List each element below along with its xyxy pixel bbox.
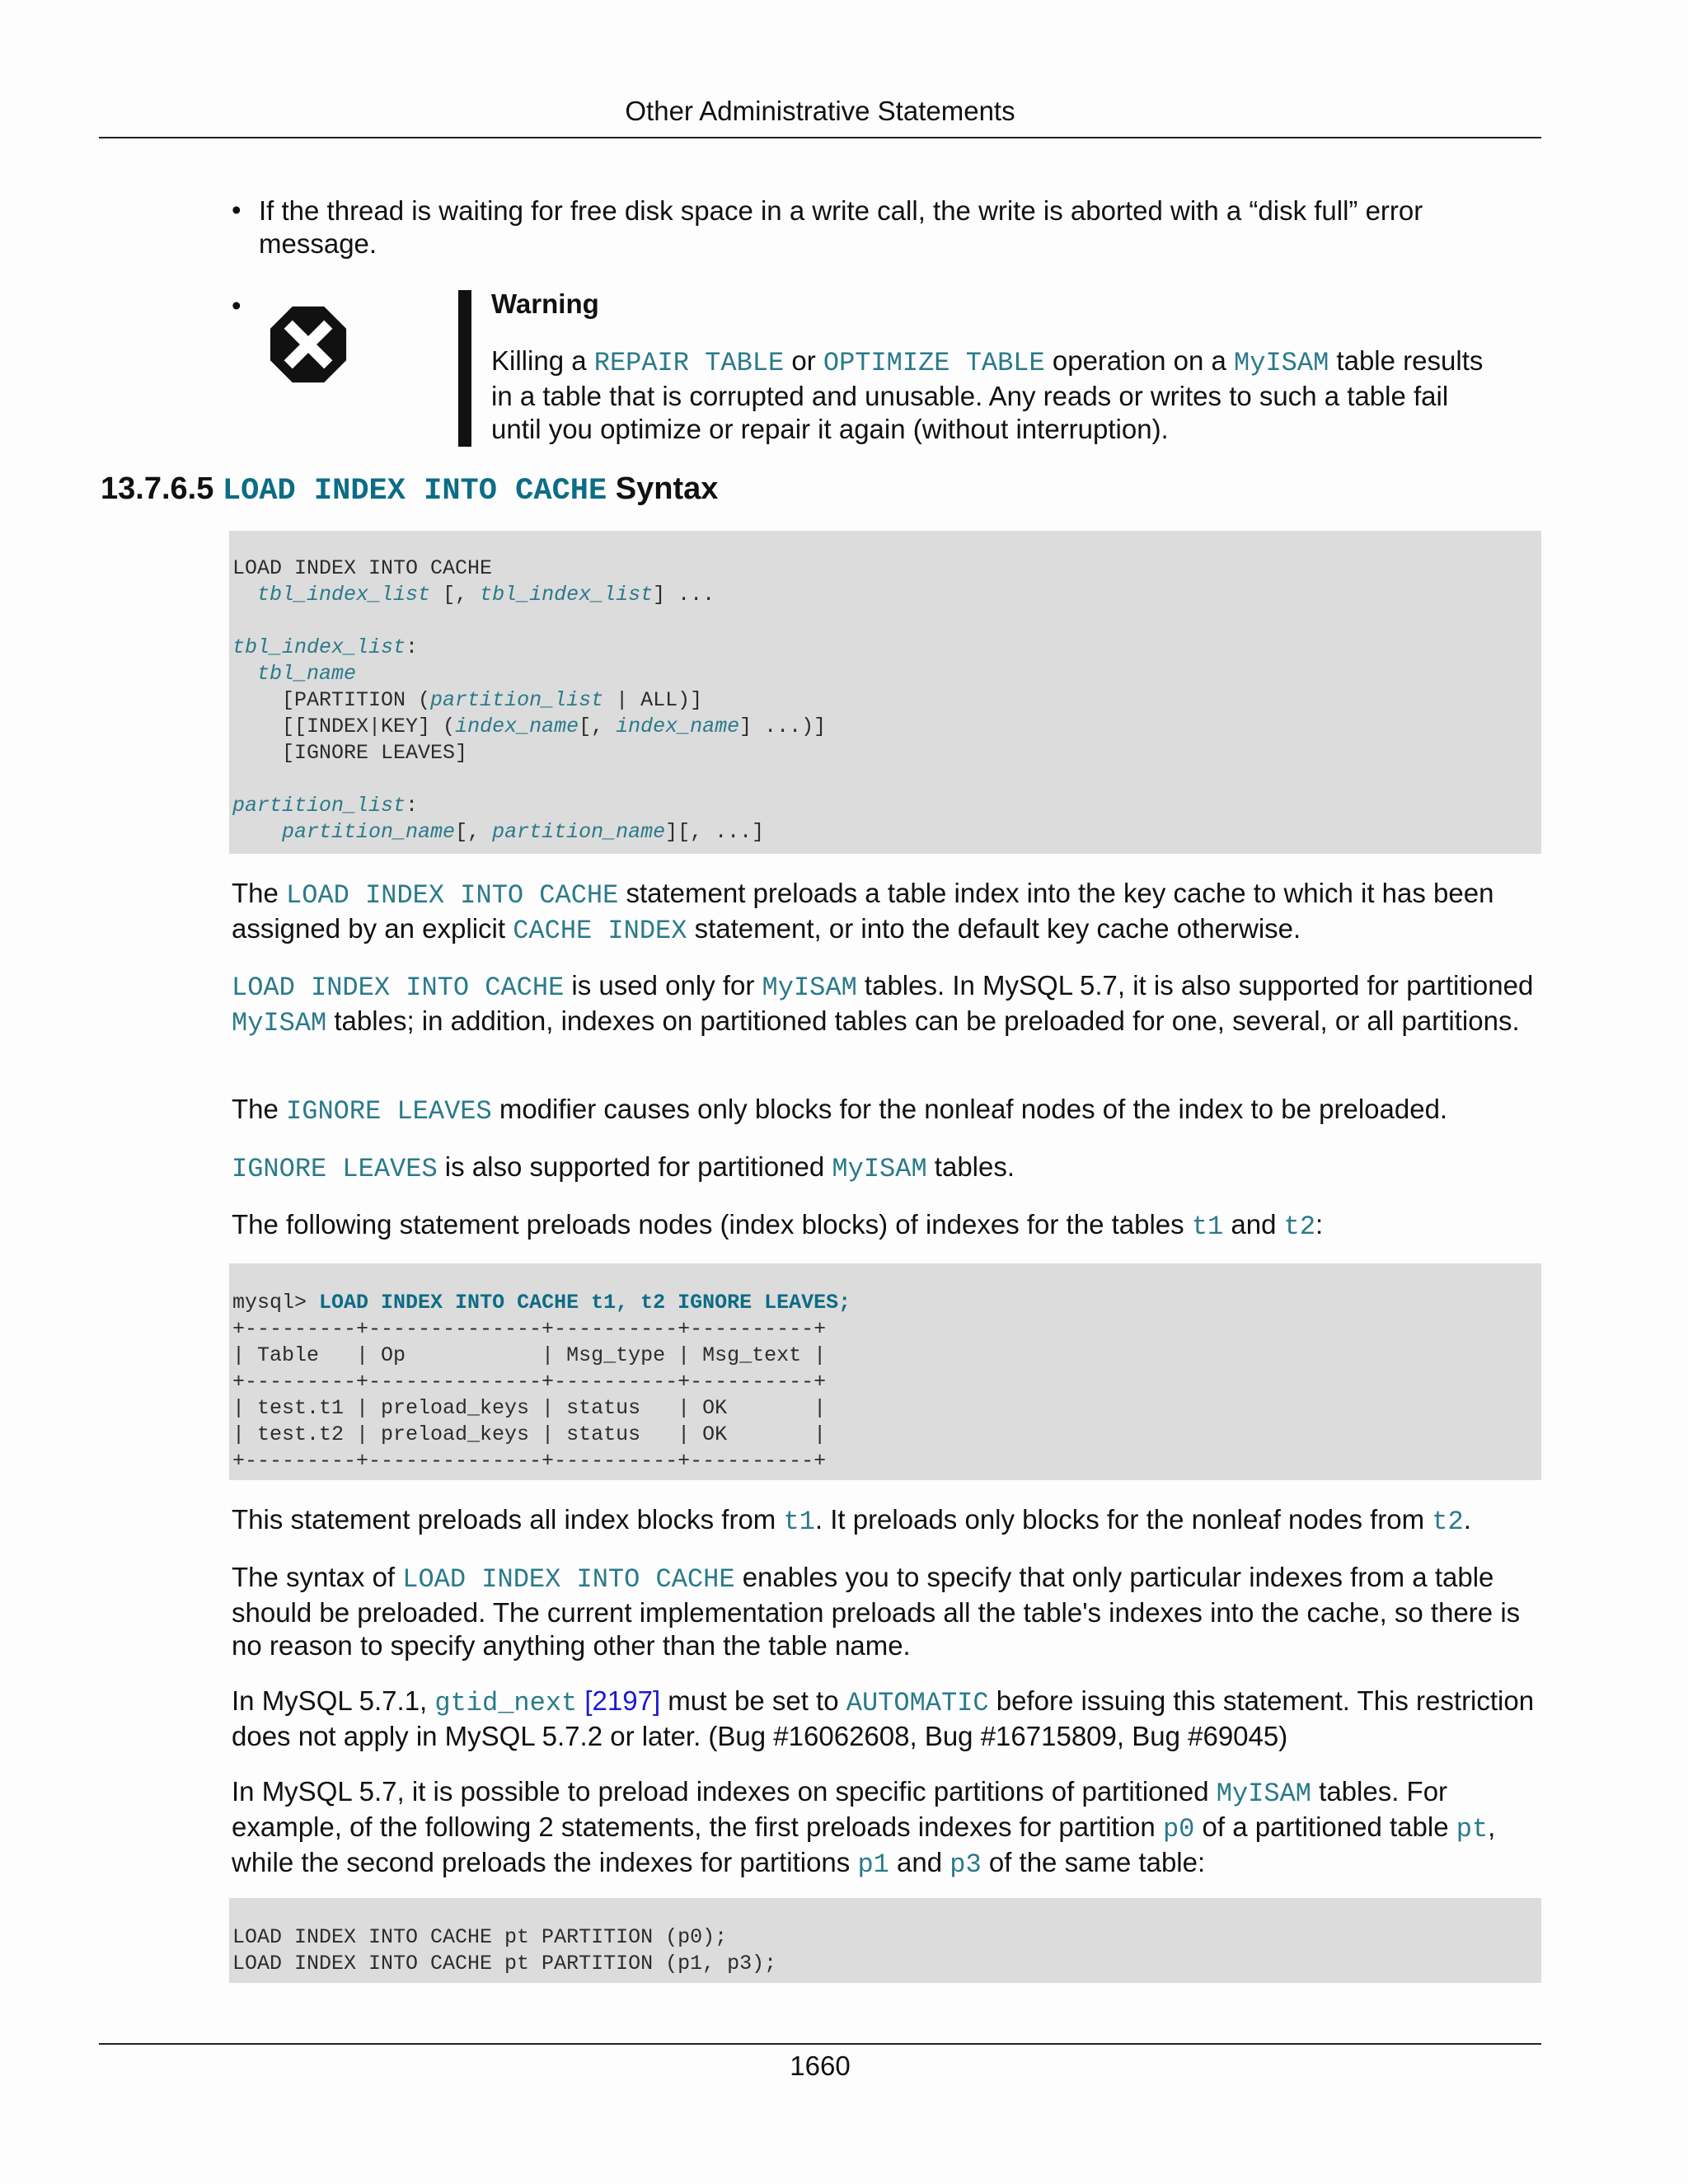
repair-table-link[interactable]: REPAIR TABLE	[593, 348, 785, 378]
paragraph-following-statement: The following statement preloads nodes (index blocks) of indexes for the tables t1 and t2:	[232, 1209, 1324, 1242]
t2-code: t2	[1432, 1507, 1464, 1537]
paragraph-ignore-leaves-partitioned: IGNORE LEAVES is also supported for partitioned MyISAM tables.	[232, 1151, 1015, 1184]
section-heading: 13.7.6.5 LOAD INDEX INTO CACHE Syntax	[101, 471, 719, 509]
t1-code: t1	[1191, 1212, 1224, 1242]
p0-code: p0	[1162, 1814, 1195, 1844]
syntax-code-block: LOAD INDEX INTO CACHE tbl_index_list [, tbl_index_list] ... tbl_index_list: tbl_name [PARTITION (partition_list | ALL)] [[INDEX|KEY] (index_name[, index_name] ...)] [IGNORE LEAVES] partition_list: partition_name[, partition_name][, ...]	[229, 531, 1541, 854]
myisam-link[interactable]: MyISAM	[1216, 1779, 1311, 1809]
warning-x-icon	[269, 305, 348, 384]
result-table-line: +---------+--------------+----------+----------+	[232, 1317, 827, 1341]
myisam-link[interactable]: MyISAM	[232, 1008, 327, 1038]
paragraph-syntax-of: The syntax of LOAD INDEX INTO CACHE enables you to specify that only particular indexes from a table should be preloaded. The current implementation preloads all the table's indexes into the cache, so there is no reason to specify anything other than the table name.	[232, 1562, 1521, 1661]
bullet-marker: •	[232, 290, 241, 321]
header-rule	[99, 137, 1541, 138]
myisam-link[interactable]: MyISAM	[762, 972, 857, 1003]
pt-code: pt	[1456, 1814, 1489, 1844]
paragraph-myisam-support: LOAD INDEX INTO CACHE is used only for MyISAM tables. In MySQL 5.7, it is also supported for partitioned MyISAM tables; in addition, indexes on partitioned tables can be preloaded for one, several, or all partitions.	[232, 970, 1534, 1038]
automatic-link[interactable]: AUTOMATIC	[846, 1688, 989, 1718]
load-index-link[interactable]: LOAD INDEX INTO CACHE	[286, 880, 619, 911]
result-table-line: +---------+--------------+----------+----------+	[232, 1449, 827, 1473]
gtid-next-link[interactable]: gtid_next	[434, 1688, 578, 1718]
paragraph-preloads-all: This statement preloads all index blocks from t1. It preloads only blocks for the nonleaf nodes from t2.	[232, 1504, 1471, 1537]
ignore-leaves-link[interactable]: IGNORE LEAVES	[286, 1096, 492, 1127]
result-table-line: | test.t1 | preload_keys | status | OK |	[232, 1396, 827, 1420]
optimize-table-link[interactable]: OPTIMIZE TABLE	[823, 348, 1045, 378]
warning-title: Warning	[491, 288, 599, 319]
load-index-link[interactable]: LOAD INDEX INTO CACHE	[232, 972, 565, 1003]
paragraph-gtid-next: In MySQL 5.7.1, gtid_next [2197] must be set to AUTOMATIC before issuing this statement. This restriction does not apply in MySQL 5.7.2 or later. (Bug #16062608, Bug #16715809, Bug #69045)	[232, 1685, 1535, 1751]
result-table-line: | Table | Op | Msg_type | Msg_text |	[232, 1343, 827, 1367]
gtid-next-page-link[interactable]: [2197]	[584, 1685, 661, 1716]
paragraph-partitions: In MySQL 5.7, it is possible to preload indexes on specific partitions of partitioned MyISAM tables. For example, of the following 2 statements, the first preloads indexes for partition p0 of a partitioned table pt, while the second preloads the indexes for partitions p1 and p3 of the same table:	[232, 1776, 1496, 1880]
ignore-leaves-link[interactable]: IGNORE LEAVES	[232, 1154, 438, 1184]
bullet-marker: •	[232, 194, 241, 225]
p1-code: p1	[857, 1849, 889, 1880]
example-code-block: mysql> LOAD INDEX INTO CACHE t1, t2 IGNORE LEAVES; +---------+--------------+----------+----------+ | Table | Op | Msg_type | Msg_text | +---------+--------------+----------+----------+ | test.t1 | preload_keys | status | OK | | test.t2 | preload_keys | status | OK | +---------+--------------+----------+----------+	[229, 1263, 1541, 1480]
running-header: Other Administrative Statements	[625, 96, 1015, 126]
load-index-link[interactable]: LOAD INDEX INTO CACHE	[402, 1564, 735, 1595]
bullet-disk-full: If the thread is waiting for free disk space in a write call, the write is aborted with a “disk full” error message.	[259, 195, 1423, 259]
myisam-link[interactable]: MyISAM	[1234, 348, 1329, 378]
t2-code: t2	[1283, 1212, 1316, 1242]
warning-text: Killing a REPAIR TABLE or OPTIMIZE TABLE operation on a MyISAM table results in a table that is corrupted and unusable. Any reads or writes to such a table fail until you optimize or repair it again (without interruption).	[491, 345, 1484, 444]
warning-sidebar	[458, 290, 471, 447]
myisam-link[interactable]: MyISAM	[832, 1154, 927, 1184]
partition-code-block: LOAD INDEX INTO CACHE pt PARTITION (p0); LOAD INDEX INTO CACHE pt PARTITION (p1, p3);	[229, 1898, 1541, 1983]
result-table-line: +---------+--------------+----------+----------+	[232, 1370, 827, 1394]
footer-rule	[99, 2043, 1541, 2045]
t1-code: t1	[783, 1507, 815, 1537]
cache-index-link[interactable]: CACHE INDEX	[513, 916, 687, 946]
paragraph-ignore-leaves: The IGNORE LEAVES modifier causes only blocks for the nonleaf nodes of the index to be preloaded.	[232, 1094, 1448, 1127]
result-table-line: | test.t2 | preload_keys | status | OK |	[232, 1422, 827, 1446]
p3-code: p3	[950, 1849, 982, 1880]
page-number: 1660	[790, 2050, 851, 2081]
paragraph-load-index-description: The LOAD INDEX INTO CACHE statement preloads a table index into the key cache to which it has been assigned by an explicit CACHE INDEX statement, or into the default key cache otherwise.	[232, 878, 1494, 946]
